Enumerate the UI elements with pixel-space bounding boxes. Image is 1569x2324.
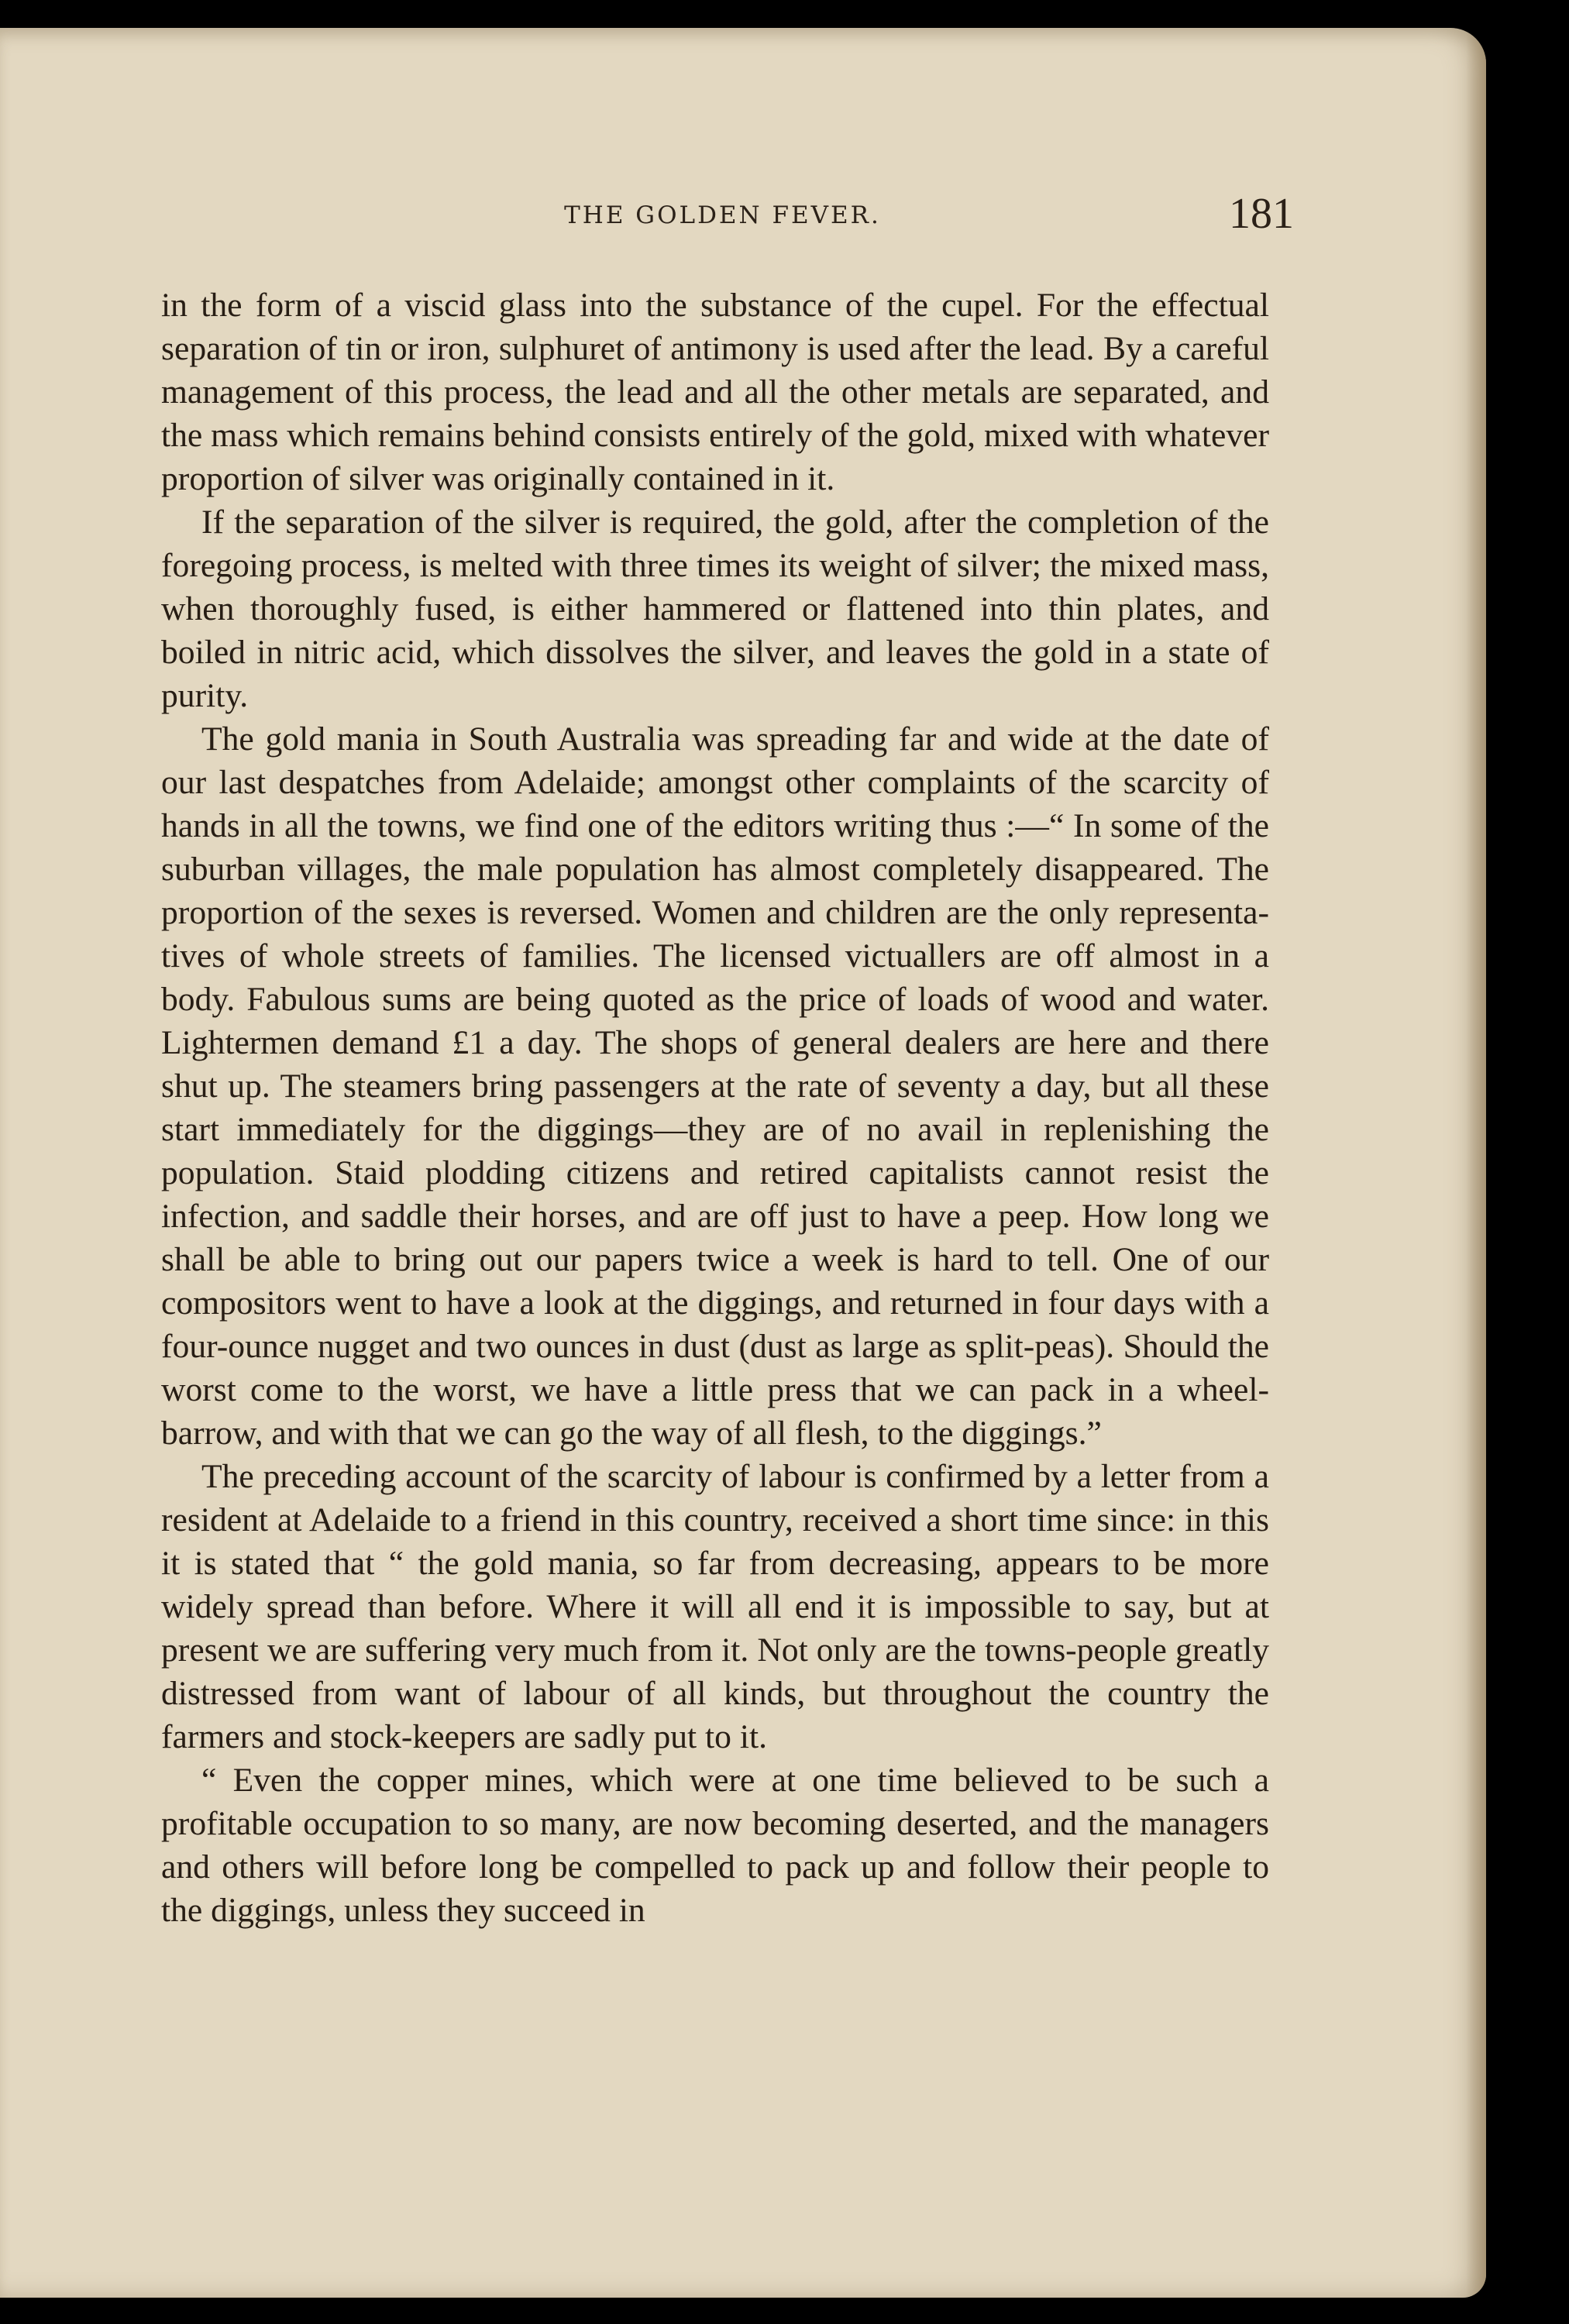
page-edge-shadow [1466,28,1486,2298]
paragraph: in the form of a viscid glass into the substance of the cupel. For the effectual separation of tin or iron, sulphuret of antimony is used after the lead. By a careful management of this process, the lead and all the other metals are separated, and the mass which remains behind consists entirely of the gold, mixed with whatever proportion of silver was originally contained in it. [161,287,1269,497]
paragraph: The gold mania in South Australia was spreading far and wide at the date of our last despatches from Adelaide; amongst other complaints of the scarcity of hands in all the towns, we find one of the editors writing thus :—“ In some of the suburban villages, the male population has almost completely disappeared. The proportion of the sexes is reversed. Women and children are the only representatives of whole streets of families. The licensed victuallers are off almost in a body. Fabulous sums are being quoted as the price of loads of wood and water. Lightermen demand £1 a day. The shops of general dealers are here and there shut up. The steamers bring passengers at the rate of seventy a day, but all these start immediately for the diggings—they are of no avail in replenishing the population. Staid plodding citizens and retired capitalists cannot resist the infection, and saddle their horses, and are off just to have a peep. How long we shall be able to bring out our papers twice a week is hard to tell. One of our compositors went to have a look at the diggings, and returned in four days with a four-ounce nugget and two ounces in dust (dust as large as split-peas). Should the worst come to the worst, we have a little press that we can pack in a wheelbarrow, and with that we can go the way of all flesh, to the diggings.” [161,720,1269,1452]
paragraph: The preceding account of the scarcity of labour is confirmed by a letter from a resident at Adelaide to a friend in this country, received a short time since: in this it is stated that “ the gold mania, so far from decreasing, appears to be more widely spread than before. Where it will all end it is impossible to say, but at present we are suffering very much from it. Not only are the towns-people greatly distressed from want of labour of all kinds, but throughout the country the farmers and stock-keepers are sadly put to it. [161,1458,1269,1755]
page-number: 181 [1229,190,1294,238]
running-head [159,175,1294,245]
body-text [161,284,1269,1932]
paragraph: If the separation of the silver is required, the gold, after the completion of the foregoing process, is melted with three times its weight of silver; the mixed mass, when thoroughly fused, is either hammered or flattened into thin plates, and boiled in nitric acid, which dissolves the silver, and leaves the gold in a state of purity. [161,504,1269,714]
book-page [0,28,1486,2298]
running-title: THE GOLDEN FEVER. [564,201,881,229]
paragraph: “ Even the copper mines, which were at one time believed to be such a profitable occupation to so many, are now becoming deserted, and the managers and others will before long be compelled to pack up and follow their people to the diggings, unless they succeed in [161,1762,1269,1929]
